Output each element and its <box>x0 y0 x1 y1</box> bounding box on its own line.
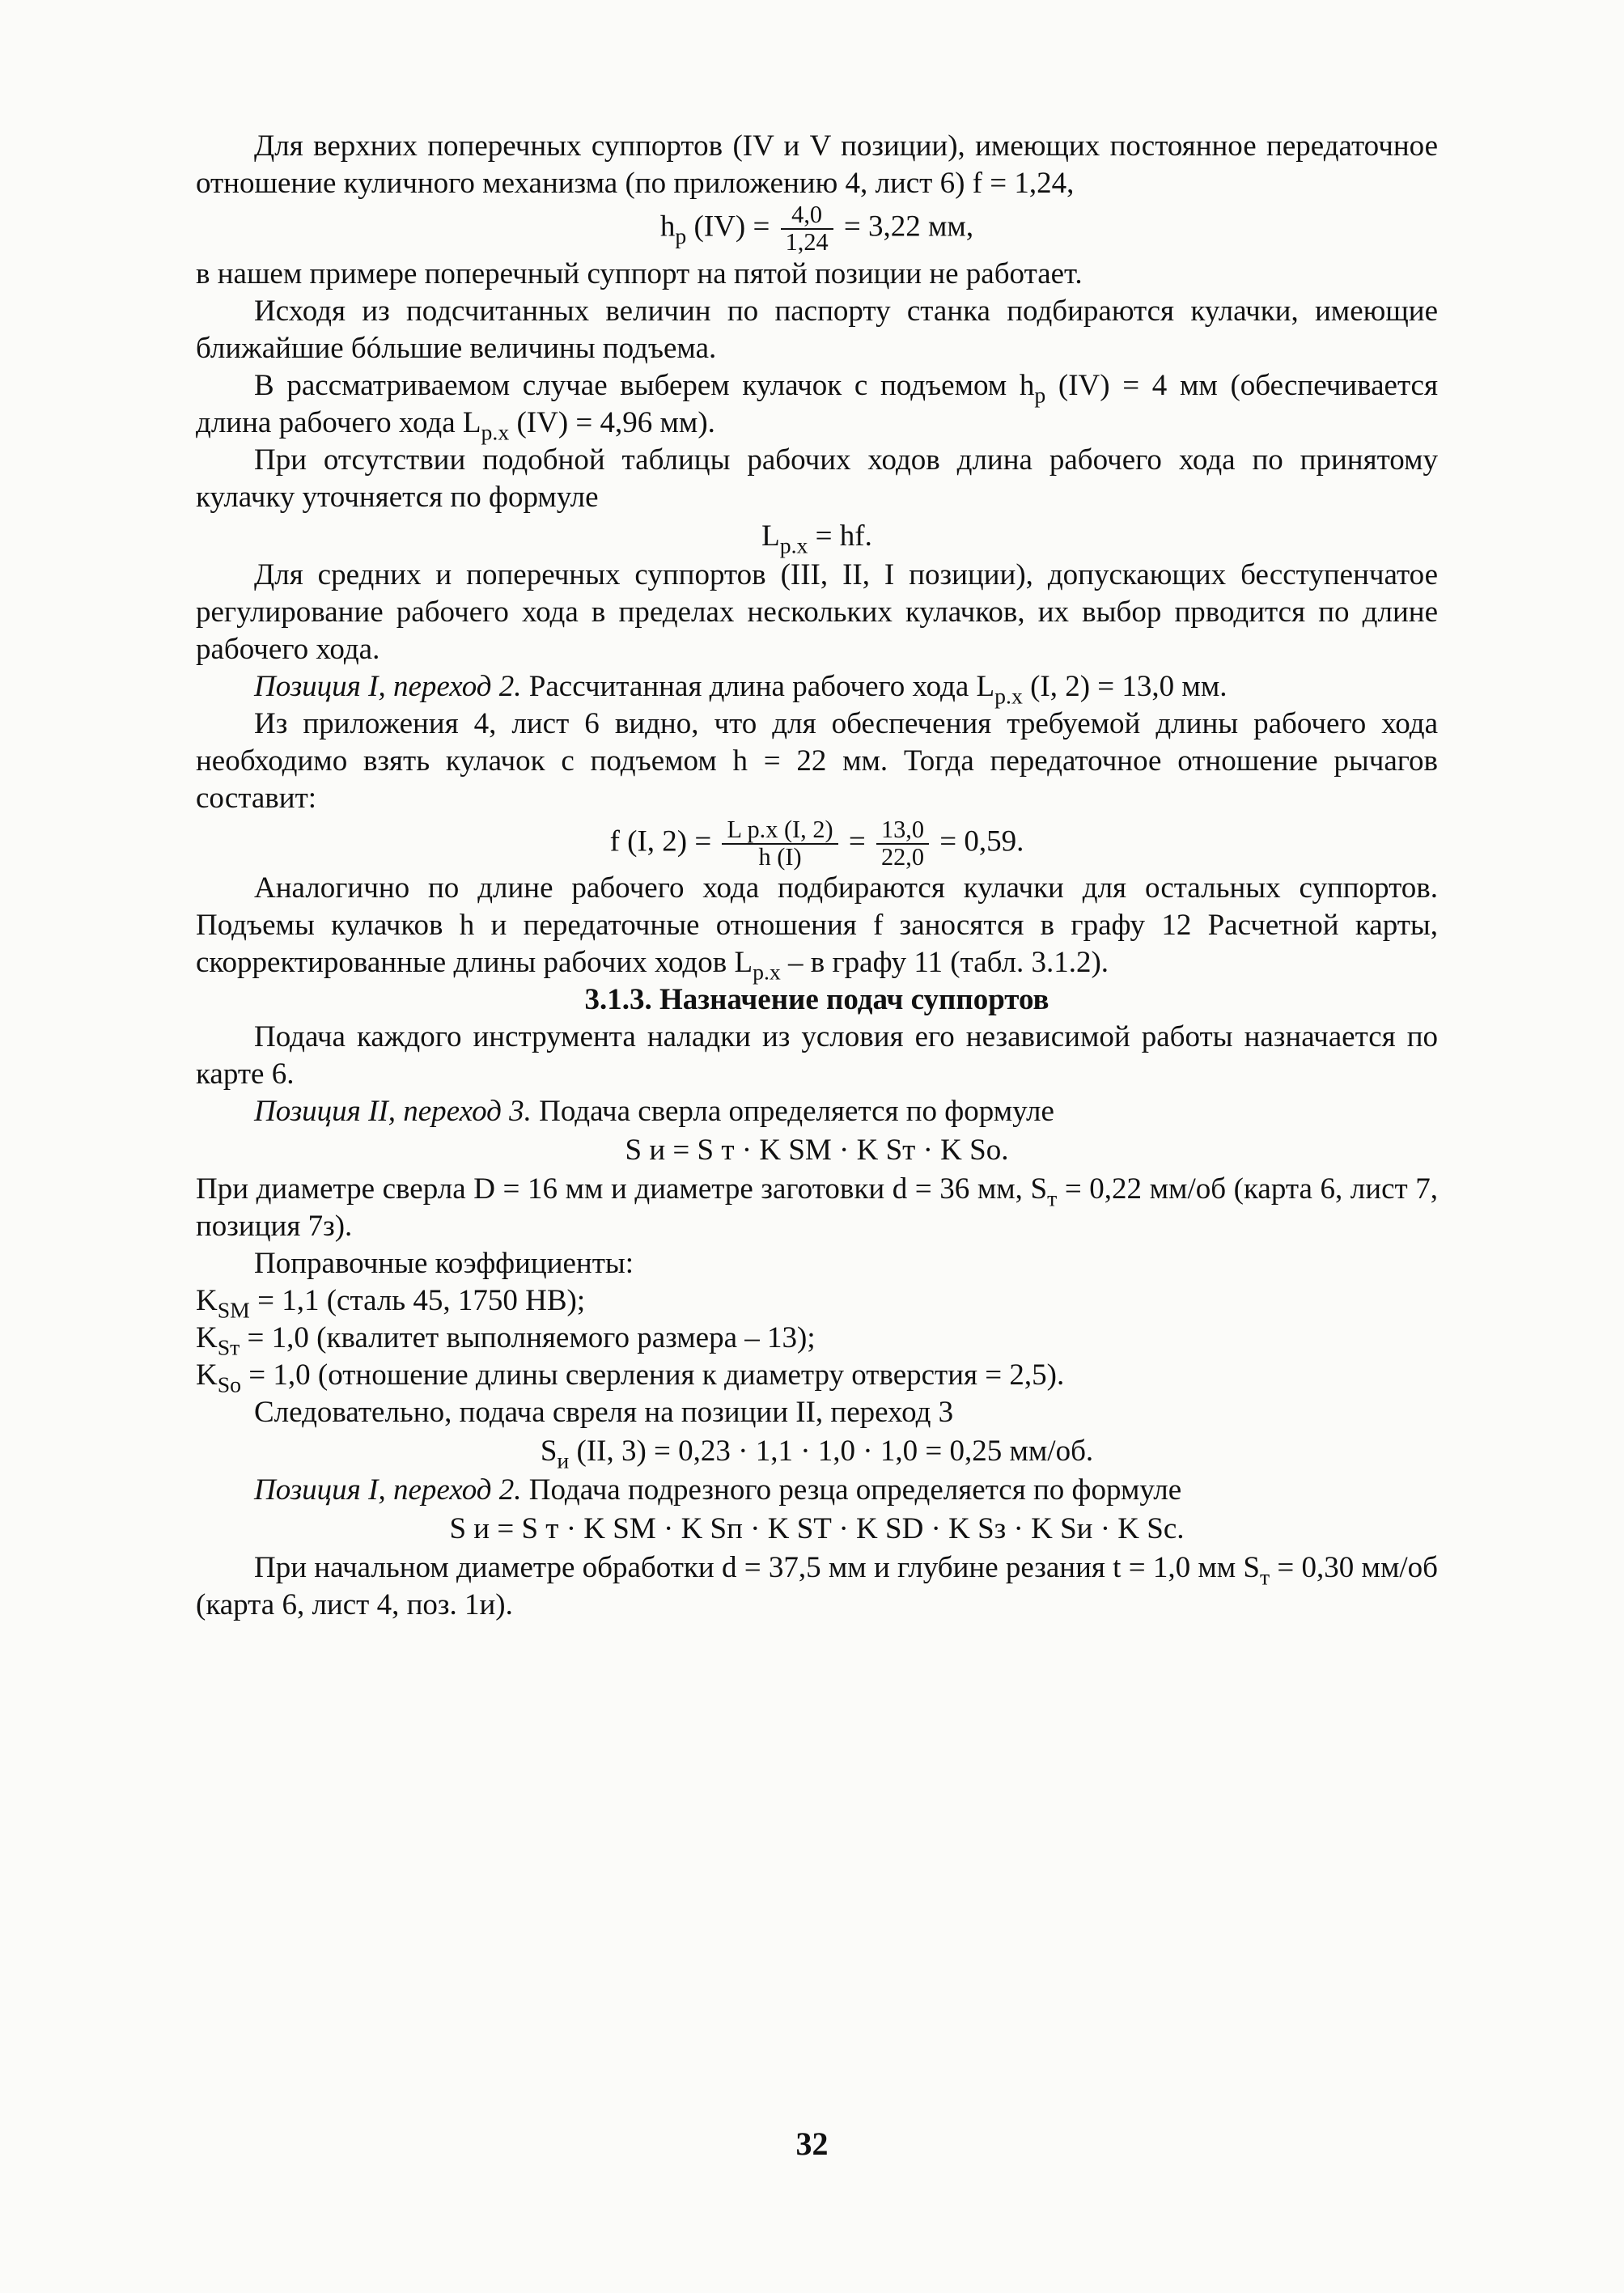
formula-subscript: р <box>675 224 687 250</box>
formula-result: (II, 3) = 0,23 · 1,1 · 1,0 · 1,0 = 0,25 мм/об. <box>569 1435 1094 1469</box>
subscript: р.х <box>481 420 510 446</box>
formula-lhs: f (I, 2) = <box>609 824 712 858</box>
fraction <box>781 202 833 256</box>
page-number: 32 <box>795 2126 829 2162</box>
formula-argument: (IV) = <box>693 210 770 244</box>
fraction-numerator: L р.х (I, 2) <box>722 817 837 845</box>
text-run: При начальном диаметре обработки d = 37,5 мм и глубине резания t = 1,0 мм S <box>254 1551 1261 1585</box>
paragraph-position-2 <box>196 1093 1438 1130</box>
text-run: Подача сверла определяется по формуле <box>531 1095 1054 1129</box>
formula-drill-result <box>196 1431 1438 1475</box>
subscript: So <box>217 1373 242 1399</box>
text-run: Аналогично по длине рабочего хода подбираются кулачки для остальных суппортов. Подъемы кулачков h и передаточные отношения f заносятся в графу 12 Расчетной карты, скорректированные длины рабочих ходов L <box>196 871 1438 980</box>
formula-subscript: р.х <box>779 533 808 559</box>
text-run: = 0,30 мм/об (карта 6, лист 4, поз. 1и). <box>196 1551 1438 1622</box>
text-run: (IV) = 4,96 мм). <box>509 405 715 439</box>
paragraph-cam-choice <box>196 367 1439 446</box>
subscript: р.х <box>753 960 781 986</box>
formula-symbol: S <box>540 1435 558 1469</box>
section-heading: 3.1.3. Назначение подач суппортов <box>584 983 1049 1017</box>
formula-symbol: h <box>659 210 676 244</box>
fraction-denominator: h (I) <box>758 842 802 871</box>
italic-label: Позиция I, переход 2. <box>254 1473 522 1507</box>
formula-lpx <box>196 516 1438 557</box>
paragraph-no-table: При отсутствии подобной таблицы рабочих ходов длина рабочего хода по принятому кулачку уточняется по формуле <box>196 443 1438 514</box>
coefficient-title: Поправочные коэффициенты: <box>254 1247 634 1281</box>
paragraph-feed: Подача каждого инструмента наладки из условия его независимой работы назначается по карте 6. <box>196 1020 1438 1091</box>
text-run: = 0,22 мм/об (карта 6, лист 7, позиция 7з). <box>196 1172 1438 1244</box>
fraction <box>722 817 837 871</box>
paragraph-cam-selection: Исходя из подсчитанных величин по паспорту станка подбираются кулачки, имеющие ближайшие бóльшие величины подъема. <box>196 294 1438 365</box>
formula-subscript: и <box>557 1449 570 1475</box>
formula-f-i2 <box>196 817 1438 871</box>
fraction-numerator: 13,0 <box>876 817 929 845</box>
paragraph-fifth-position: в нашем примере поперечный суппорт на пятой позиции не работает. <box>196 256 1083 290</box>
formula-result: = hf. <box>808 519 872 553</box>
equals-sign: = <box>848 824 866 858</box>
paragraph-position-3 <box>196 1472 1438 1509</box>
paragraph-upper-supports: Для верхних поперечных суппортов (IV и V позиции), имеющих постоянное передаточное отношение куличного механизма (по приложению 4, лист 6) f = 1,24, <box>196 129 1438 200</box>
coefficient-item <box>196 1320 1438 1362</box>
text-run: = 1,1 (сталь 45, 1750 HB); <box>249 1284 586 1318</box>
subscript: т <box>1047 1187 1058 1213</box>
italic-label: Позиция I, переход 2. <box>254 669 522 703</box>
coefficient-item <box>196 1282 1438 1325</box>
subscript: т <box>1260 1566 1270 1592</box>
formula-drill-feed: S и = S т · K SМ · K Sт · K So. <box>625 1134 1009 1168</box>
fraction-denominator: 1,24 <box>785 227 829 256</box>
paragraph-consequently: Следовательно, подача свреля на позиции II, переход 3 <box>254 1396 954 1430</box>
italic-label: Позиция II, переход 3. <box>254 1095 532 1129</box>
formula-symbol: L <box>761 519 780 553</box>
text-run: – в графу 11 (табл. 3.1.2). <box>780 946 1109 980</box>
coef-symbol: K <box>196 1321 218 1355</box>
text-run: Подача подрезного резца определяется по формуле <box>521 1473 1182 1507</box>
text-run: = 1,0 (отношение длины сверления к диаметру отверстия = 2,5). <box>241 1358 1065 1392</box>
text-run: = 1,0 (квалитет выполняемого размера – 13); <box>240 1321 816 1355</box>
coef-symbol: K <box>196 1358 218 1392</box>
text-run: В рассматриваемом случае выберем кулачок с подъемом h <box>254 368 1035 402</box>
formula-result: = 3,22 мм, <box>843 210 974 244</box>
text-run: Рассчитанная длина рабочего хода L <box>521 669 995 703</box>
paragraph-middle-supports: Для средних и поперечных суппортов (III, II, I позиции), допускающих бесступенчатое регулирование рабочего хода в пределах нескольких кулачков, их выбор прводится по длине рабочего хода. <box>196 557 1438 666</box>
page-content <box>196 128 1438 1624</box>
subscript: Sт <box>217 1336 240 1362</box>
coefficient-item <box>196 1357 1438 1399</box>
paragraph-similarly <box>196 870 1438 986</box>
coef-symbol: K <box>196 1284 218 1318</box>
paragraph-position-1 <box>196 668 1438 710</box>
paragraph-drill-diameter <box>196 1171 1438 1245</box>
formula-result: = 0,59. <box>939 824 1024 858</box>
fraction-denominator: 22,0 <box>880 842 925 871</box>
fraction-numerator: 4,0 <box>781 202 833 230</box>
text-run: (I, 2) = 13,0 мм. <box>1022 669 1228 703</box>
paragraph-initial-diameter <box>196 1549 1438 1624</box>
paragraph-appendix-4: Из приложения 4, лист 6 видно, что для обеспечения требуемой длины рабочего хода необходимо взять кулачок с подъемом h = 22 мм. Тогда передаточное отношение рычагов составит: <box>196 706 1438 815</box>
coefficient-list <box>196 1245 1438 1431</box>
formula-hp-iv <box>196 202 1438 256</box>
subscript: р <box>1034 383 1046 409</box>
fraction <box>876 817 929 871</box>
subscript: р.х <box>994 684 1023 710</box>
formula-cutter-feed: S и = S т · K SМ · K Sп · K ST · K SD · K Sз · K Sи · K Sc. <box>449 1512 1185 1546</box>
text-run: При диаметре сверла D = 16 мм и диаметре заготовки d = 36 мм, S <box>196 1172 1048 1206</box>
subscript: SМ <box>217 1299 250 1325</box>
text-run: (IV) = 4 мм (обеспечивается длина рабочего хода L <box>196 368 1439 439</box>
